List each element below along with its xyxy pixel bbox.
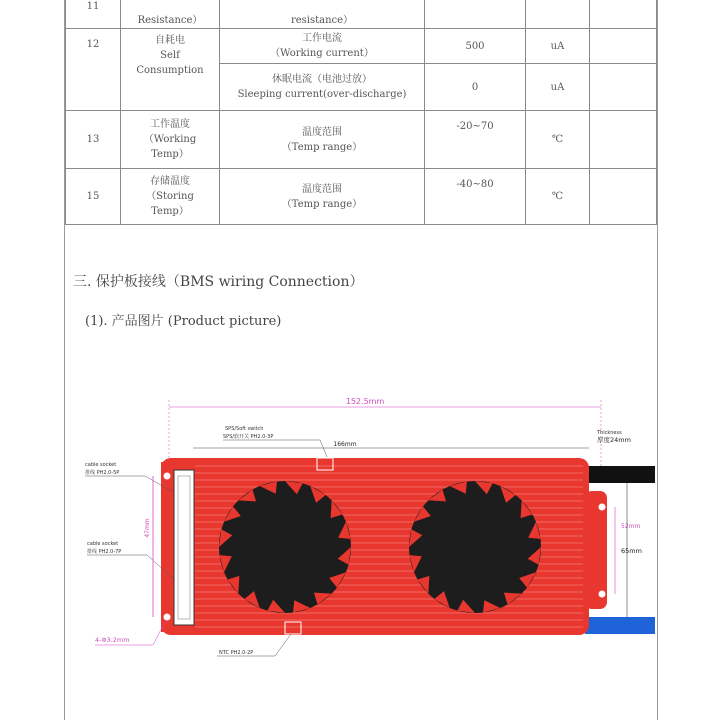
cable-socket-bottom-sub: 排线 PH2.0-7P	[87, 549, 122, 555]
unit-cell: ℃	[526, 111, 590, 169]
value-cell: -40~80	[425, 169, 526, 225]
item-en: Consumption	[136, 65, 204, 76]
cooling-fan-left	[219, 481, 351, 613]
b-minus-terminal	[585, 466, 655, 483]
condition-en: Sleeping current(over-discharge)	[237, 89, 407, 100]
item-cn: 自耗电	[155, 35, 185, 46]
item-en: Temp）	[151, 206, 189, 217]
row-number: 15	[66, 169, 121, 225]
leader-line	[153, 620, 166, 645]
cooling-fan-right	[409, 481, 541, 613]
value-cell: 500	[425, 29, 526, 64]
leader-line	[320, 440, 327, 457]
item-text: Resistance）	[137, 15, 203, 26]
mounting-hole	[599, 504, 606, 511]
mounting-hole	[164, 614, 171, 621]
item-en: Temp）	[151, 149, 189, 160]
outer-height-label: 65mm	[621, 547, 642, 555]
item-en: Self	[160, 50, 180, 61]
unit-cell: uA	[526, 64, 590, 111]
condition-cn: 工作电流	[302, 33, 342, 44]
value-cell: 0	[425, 64, 526, 111]
fan-body	[219, 481, 351, 613]
item-cn: 存储温度	[150, 176, 190, 187]
thickness-label-cn: 厚度24mm	[597, 436, 631, 444]
mounting-hole	[599, 591, 606, 598]
condition-cn: 温度范围	[302, 126, 342, 138]
ntc-label: NTC PH2.0-2P	[219, 650, 254, 656]
body-length-label: 166mm	[333, 441, 357, 448]
row-number: 12	[66, 29, 121, 111]
subsection-title: (1). 产品图片 (Product picture)	[85, 314, 282, 329]
thickness-label-en: Thickness	[597, 430, 622, 436]
document-page	[64, 0, 658, 720]
bms-product-diagram	[65, 0, 657, 720]
switch-label-cn: SPS/软开关 PH2.0-3P	[223, 434, 274, 440]
value-cell: -20~70	[425, 111, 526, 169]
left-height-label: 47mm	[144, 518, 151, 538]
mounting-hole	[164, 473, 171, 480]
row-number: 13	[66, 111, 121, 169]
switch-label-en: SPS/Soft switch	[225, 426, 264, 432]
cable-socket-top-sub: 排线 PH2.0-5P	[85, 470, 120, 476]
leader-line	[275, 634, 291, 656]
item-cn: 工作温度	[150, 119, 190, 130]
p-minus-terminal	[585, 617, 655, 634]
condition-en: （Temp range）	[281, 141, 363, 153]
hole-label: 4-Φ3.2mm	[95, 636, 130, 644]
unit-cell: uA	[526, 29, 590, 64]
overall-length-label: 152.5mm	[345, 397, 385, 406]
inner-height-label: 52mm	[621, 523, 641, 530]
condition-cn: 休眠电流（电池过放）	[272, 74, 372, 85]
item-en: （Storing	[146, 191, 194, 202]
condition-text: resistance）	[290, 15, 354, 26]
cable-socket-slot	[178, 476, 190, 619]
condition-en: （Temp range）	[281, 198, 363, 210]
condition-en: （Working current）	[270, 48, 374, 59]
cable-socket-bottom-label: cable socket	[87, 541, 119, 547]
cable-socket-top-label: cable socket	[85, 462, 117, 468]
fan-body	[409, 481, 541, 613]
section-title: 三. 保护板接线（BMS wiring Connection）	[73, 274, 364, 290]
item-en: （Working	[143, 134, 197, 145]
unit-cell: ℃	[526, 169, 590, 225]
row-number: 11	[66, 0, 121, 29]
condition-cn: 温度范围	[302, 183, 342, 195]
